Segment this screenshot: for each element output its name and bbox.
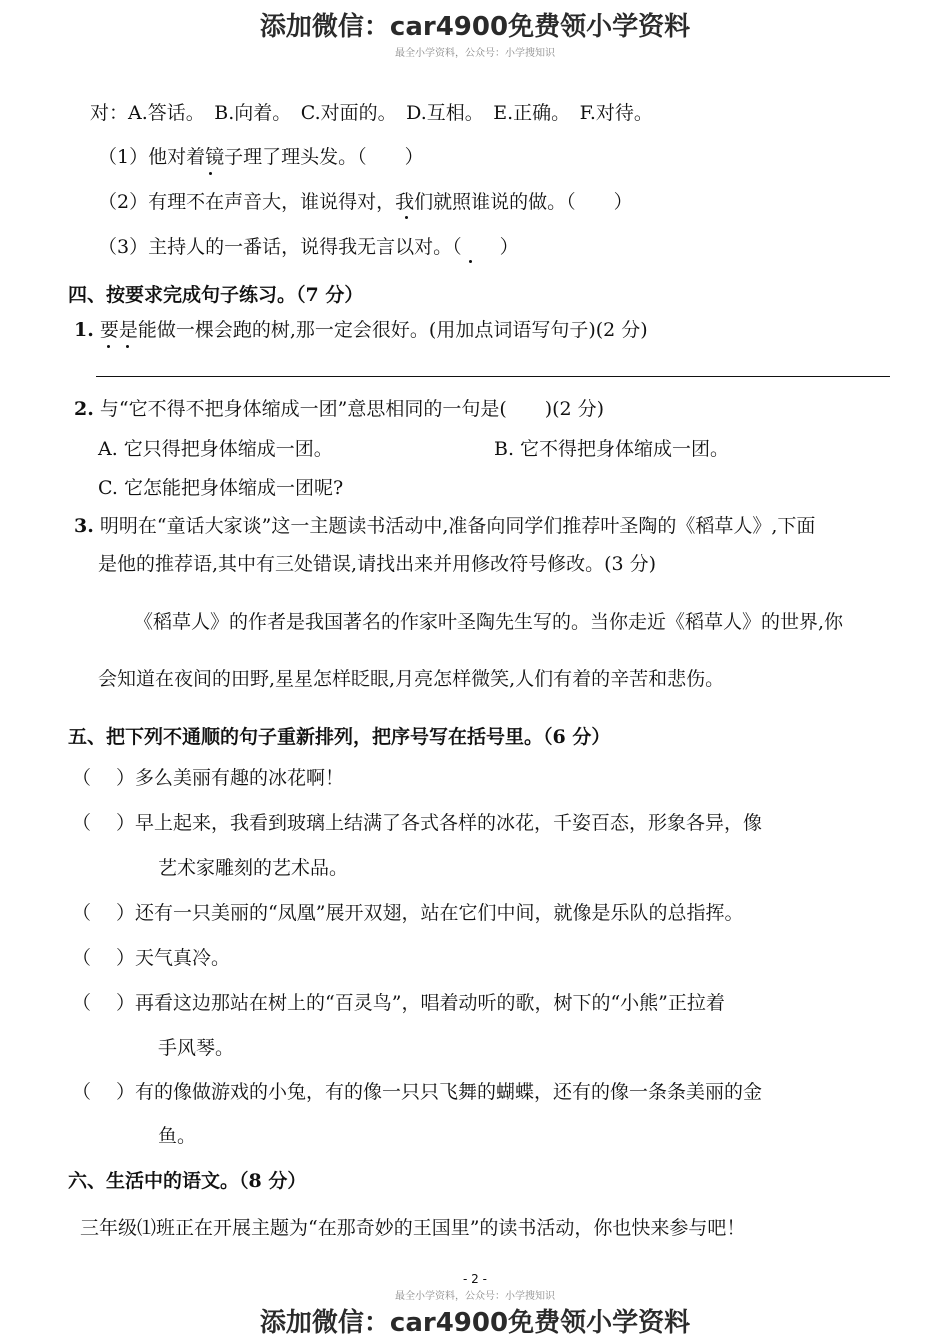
dui-options: 对：A.答话。 B.向着。 C.对面的。 D.互相。 E.正确。 F.对待。 [90,102,653,124]
s4-q3 [74,514,815,538]
watermark-top: 添加微信：car4900免费领小学资料 [259,12,691,42]
s5-item-2-cont: 艺术家雕刻的艺术品。 [158,857,349,879]
emphasis-dot [126,345,129,348]
s5-item-1: （ ）多么美丽有趣的冰花啊！ [72,767,345,789]
section4-title: 四、按要求完成句子练习。（7 分） [68,284,364,306]
s4-q1 [74,318,648,342]
answer-line [96,376,890,377]
s5-item-3: （ ）还有一只美丽的“凤凰”展开双翅，站在它们中间，就像是乐队的总指挥。 [72,902,744,924]
s5-item-2: （ ）早上起来，我看到玻璃上结满了各式各样的冰花，千姿百态，形象各异，像 [72,812,763,834]
watermark-top-sub: 最全小学资料，公众号：小学搜知识 [395,48,555,59]
emphasis-dot [209,172,212,175]
s4-q2-option-b: B. 它不得把身体缩成一团。 [494,438,730,460]
s4-q2-option-c: C. 它怎能把身体缩成一团呢? [98,477,344,499]
s5-item-5-cont: 手风琴。 [158,1037,235,1059]
s4-q2-num: 2. [74,398,94,420]
passage-line-2: 会知道在夜间的田野,星星怎样眨眼,月亮怎样微笑,人们有着的辛苦和悲伤。 [98,668,725,690]
emphasis-dot [469,260,472,263]
s4-q1-num: 1. [74,319,94,341]
dui-item-1: （1）他对着镜子理了理头发。（ ） [98,146,424,168]
s4-q1-text: 要是能做一棵会跑的树,那一定会很好。(用加点词语写句子)(2 分) [99,319,648,341]
s4-q2 [74,397,604,421]
s5-item-6-cont: 鱼。 [158,1125,197,1147]
section6-intro: 三年级⑴班正在开展主题为“在那奇妙的王国里”的读书活动，你也快来参与吧！ [80,1217,746,1239]
dui-item-2: （2）有理不在声音大，谁说得对，我们就照谁说的做。（ ） [98,191,633,213]
s4-q2-text: 与“它不得不把身体缩成一团”意思相同的一句是( )(2 分) [99,398,605,420]
s5-item-4: （ ）天气真冷。 [72,947,231,969]
emphasis-dot [405,216,408,219]
page-number: - 2 - [463,1272,487,1286]
dui-item-3: （3）主持人的一番话，说得我无言以对。（ ） [98,236,519,258]
s4-q3-text-2: 是他的推荐语,其中有三处错误,请找出来并用修改符号修改。(3 分) [98,553,657,575]
watermark-bottom: 添加微信：car4900免费领小学资料 [259,1308,691,1338]
s5-item-6: （ ）有的像做游戏的小兔，有的像一只只飞舞的蝴蝶，还有的像一条条美丽的金 [72,1081,763,1103]
watermark-bottom-sub: 最全小学资料，公众号：小学搜知识 [395,1291,555,1302]
s4-q2-option-a: A. 它只得把身体缩成一团。 [98,438,333,460]
emphasis-dot [107,345,110,348]
s4-q3-num: 3. [74,515,94,537]
section6-title: 六、生活中的语文。（8 分） [68,1170,307,1192]
s4-q3-text-1: 明明在“童话大家谈”这一主题读书活动中,准备向同学们推荐叶圣陶的《稻草人》,下面 [99,515,816,537]
passage-line-1: 《稻草人》的作者是我国著名的作家叶圣陶先生写的。当你走近《稻草人》的世界,你 [134,611,844,633]
section5-title: 五、把下列不通顺的句子重新排列，把序号写在括号里。（6 分） [68,726,611,748]
s5-item-5: （ ）再看这边那站在树上的“百灵鸟”，唱着动听的歌，树下的“小熊”正拉着 [72,992,725,1014]
